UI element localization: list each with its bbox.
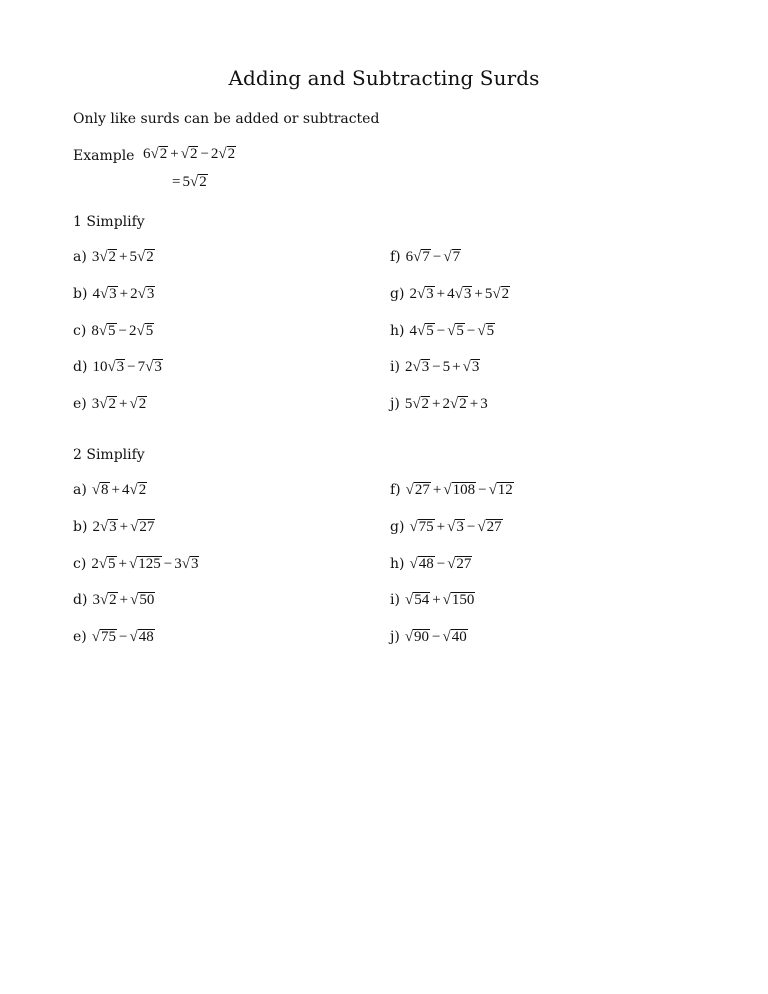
surd xyxy=(443,629,468,646)
surd xyxy=(130,482,148,499)
radicand: 2 xyxy=(146,249,154,265)
radical-sign: √ xyxy=(91,482,101,498)
problem-expression xyxy=(92,519,155,536)
radicand: 7 xyxy=(452,249,461,265)
radicand: 5 xyxy=(456,323,464,339)
surd xyxy=(455,286,473,303)
operator: + xyxy=(436,286,446,302)
coefficient: 2 xyxy=(404,359,413,375)
operator: + xyxy=(111,482,121,498)
radical-sign: √ xyxy=(405,482,414,498)
surd xyxy=(405,629,430,646)
coefficient: 5 xyxy=(129,249,138,265)
radicand: 2 xyxy=(108,249,117,265)
problem-1h xyxy=(390,323,495,340)
surd xyxy=(151,146,169,163)
coefficient: 5 xyxy=(442,359,451,375)
radicand: 3 xyxy=(146,286,155,302)
radical-sign: √ xyxy=(136,323,145,339)
operator: + xyxy=(469,396,479,412)
problem-label: j) xyxy=(390,629,400,645)
operator: + xyxy=(474,286,483,302)
radicand: 27 xyxy=(139,519,155,535)
radicand: 2 xyxy=(138,482,147,498)
problem-2c xyxy=(73,556,199,573)
problem-1b xyxy=(73,286,155,303)
radical-sign: √ xyxy=(98,323,108,339)
example-result xyxy=(170,174,208,191)
radicand: 2 xyxy=(501,286,510,302)
surd xyxy=(477,519,502,536)
radicand: 5 xyxy=(426,323,434,339)
radicand: 12 xyxy=(497,482,513,498)
problem-2a xyxy=(73,482,147,499)
problem-2e xyxy=(73,629,155,646)
radicand: 3 xyxy=(471,359,480,375)
problem-label: a) xyxy=(73,249,87,265)
coefficient: 6 xyxy=(405,249,414,265)
surd xyxy=(409,519,434,536)
problem-label: f) xyxy=(390,249,401,265)
surd xyxy=(443,592,476,609)
coefficient: 5 xyxy=(484,286,493,302)
problem-label: i) xyxy=(390,359,400,375)
surd xyxy=(443,249,461,266)
coefficient: 2 xyxy=(442,396,451,412)
radicand: 5 xyxy=(486,323,495,339)
problem-expression xyxy=(409,286,510,303)
problem-label: c) xyxy=(73,556,87,572)
operator: + xyxy=(119,286,129,302)
surd xyxy=(137,323,155,340)
radicand: 3 xyxy=(426,286,434,302)
surd xyxy=(100,592,118,609)
surd xyxy=(417,286,435,303)
radical-sign: √ xyxy=(416,286,426,302)
surd xyxy=(450,396,468,413)
operator: − xyxy=(127,359,136,375)
radical-sign: √ xyxy=(443,249,452,265)
radical-sign: √ xyxy=(409,519,418,535)
coefficient: 5 xyxy=(404,396,413,412)
operator: − xyxy=(118,629,128,645)
surd xyxy=(138,286,156,303)
surd xyxy=(412,359,430,376)
coefficient: 3 xyxy=(91,396,100,412)
operator: + xyxy=(119,519,129,535)
coefficient: 3 xyxy=(174,556,182,572)
radicand: 27 xyxy=(456,556,472,572)
surd xyxy=(100,519,118,536)
radicand: 2 xyxy=(138,396,147,412)
radical-sign: √ xyxy=(91,629,100,645)
problem-2j xyxy=(390,629,468,646)
radical-sign: √ xyxy=(477,519,486,535)
coefficient: 4 xyxy=(92,286,100,302)
radical-sign: √ xyxy=(218,146,227,162)
radical-sign: √ xyxy=(130,519,139,535)
surd xyxy=(145,359,163,376)
surd xyxy=(405,592,430,609)
radical-sign: √ xyxy=(416,323,426,339)
radical-sign: √ xyxy=(442,592,451,608)
page-title: Adding and Subtracting Surds xyxy=(228,66,540,90)
radicand: 2 xyxy=(199,174,207,190)
coefficient: 2 xyxy=(409,286,417,302)
radical-sign: √ xyxy=(99,519,109,535)
operator: + xyxy=(118,556,128,572)
problem-expression xyxy=(92,592,155,609)
surd xyxy=(92,482,110,499)
radicand: 48 xyxy=(418,556,434,572)
radical-sign: √ xyxy=(488,482,497,498)
radicand: 3 xyxy=(456,519,464,535)
radicand: 40 xyxy=(451,629,467,645)
problem-label: b) xyxy=(73,519,88,535)
problem-1f xyxy=(390,249,461,266)
operator: − xyxy=(436,323,446,339)
problem-expression xyxy=(92,482,147,499)
operator: + xyxy=(432,592,441,608)
section-2-heading: 2 Simplify xyxy=(73,447,145,463)
surd xyxy=(129,556,162,573)
surd xyxy=(447,556,472,573)
radical-sign: √ xyxy=(129,629,138,645)
radicand: 8 xyxy=(101,482,109,498)
problem-1j xyxy=(390,396,488,413)
coefficient: 10 xyxy=(92,359,108,375)
radical-sign: √ xyxy=(137,249,146,265)
problem-label: a) xyxy=(73,482,87,498)
radicand: 3 xyxy=(463,286,472,302)
problem-expression xyxy=(405,396,488,413)
radical-sign: √ xyxy=(454,286,463,302)
radical-sign: √ xyxy=(99,286,109,302)
operator: + xyxy=(432,396,441,412)
radical-sign: √ xyxy=(129,482,138,498)
problem-2d xyxy=(73,592,155,609)
problem-2i xyxy=(390,592,475,609)
operator: − xyxy=(432,359,441,375)
radical-sign: √ xyxy=(137,286,146,302)
radical-sign: √ xyxy=(99,592,109,608)
radical-sign: √ xyxy=(181,556,190,572)
operator: + xyxy=(436,519,446,535)
radical-sign: √ xyxy=(145,359,154,375)
problem-label: d) xyxy=(73,592,88,608)
problem-label: d) xyxy=(73,359,88,375)
problem-1e xyxy=(73,396,147,413)
coefficient: 7 xyxy=(137,359,146,375)
problem-2b xyxy=(73,519,155,536)
operator: + xyxy=(119,249,128,265)
radical-sign: √ xyxy=(99,249,108,265)
operator: − xyxy=(436,556,446,572)
radical-sign: √ xyxy=(107,359,116,375)
coefficient: 2 xyxy=(210,146,219,162)
example-expression xyxy=(143,146,236,163)
radical-sign: √ xyxy=(150,146,159,162)
radicand: 7 xyxy=(422,249,430,265)
coefficient: 3 xyxy=(91,249,100,265)
problem-expression xyxy=(91,556,199,573)
radical-sign: √ xyxy=(98,556,108,572)
radical-sign: √ xyxy=(404,629,414,645)
surd xyxy=(182,556,200,573)
operator: − xyxy=(478,482,487,498)
operator: − xyxy=(200,146,209,162)
operator: − xyxy=(466,323,476,339)
radicand: 3 xyxy=(109,519,117,535)
problem-expression xyxy=(92,359,162,376)
radicand: 3 xyxy=(190,556,199,572)
surd xyxy=(413,249,431,266)
radical-sign: √ xyxy=(413,249,422,265)
operator: + xyxy=(119,592,129,608)
radicand: 3 xyxy=(116,359,125,375)
radical-sign: √ xyxy=(447,519,456,535)
coefficient: 2 xyxy=(91,556,99,572)
radicand: 54 xyxy=(414,592,430,608)
problem-expression xyxy=(409,323,495,340)
problem-1i xyxy=(390,359,480,376)
radical-sign: √ xyxy=(442,629,451,645)
surd xyxy=(477,323,495,340)
radicand: 2 xyxy=(108,396,116,412)
surd xyxy=(181,146,199,163)
problem-expression xyxy=(406,482,514,499)
coefficient: 3 xyxy=(480,396,488,412)
radical-sign: √ xyxy=(450,396,459,412)
surd xyxy=(218,146,236,163)
surd xyxy=(92,629,117,646)
coefficient: 3 xyxy=(92,592,100,608)
surd xyxy=(412,396,430,413)
problem-1c xyxy=(73,323,154,340)
surd xyxy=(129,629,154,646)
surd xyxy=(443,482,476,499)
problem-label: j) xyxy=(390,396,400,412)
surd xyxy=(447,323,465,340)
radical-sign: √ xyxy=(492,286,501,302)
coefficient: 4 xyxy=(122,482,130,498)
problem-label: e) xyxy=(73,629,87,645)
problem-expression xyxy=(92,396,147,413)
coefficient: 2 xyxy=(129,323,137,339)
radicand: 5 xyxy=(145,323,154,339)
radical-sign: √ xyxy=(409,556,418,572)
operator: + xyxy=(118,396,128,412)
operator: + xyxy=(170,146,179,162)
surd xyxy=(100,286,118,303)
problem-2g xyxy=(390,519,503,536)
radicand: 48 xyxy=(138,629,154,645)
problem-2h xyxy=(390,556,472,573)
radical-sign: √ xyxy=(477,323,486,339)
surd xyxy=(99,556,117,573)
surd xyxy=(489,482,514,499)
surd xyxy=(417,323,435,340)
surd xyxy=(463,359,481,376)
radical-sign: √ xyxy=(447,323,456,339)
problem-label: g) xyxy=(390,286,405,302)
radicand: 75 xyxy=(100,629,116,645)
radicand: 2 xyxy=(421,396,430,412)
operator: + xyxy=(452,359,461,375)
problem-expression xyxy=(409,556,472,573)
radicand: 2 xyxy=(227,146,236,162)
operator: − xyxy=(118,323,128,339)
example-label: Example xyxy=(73,148,135,164)
surd xyxy=(129,396,147,413)
radical-sign: √ xyxy=(447,556,456,572)
problem-expression xyxy=(405,359,480,376)
radicand: 27 xyxy=(414,482,430,498)
problem-label: b) xyxy=(73,286,88,302)
operator: − xyxy=(466,519,476,535)
radical-sign: √ xyxy=(412,359,421,375)
coefficient: 6 xyxy=(143,146,151,162)
problem-expression xyxy=(409,519,502,536)
surd xyxy=(130,519,155,536)
problem-label: c) xyxy=(73,323,87,339)
problem-expression xyxy=(92,286,155,303)
radicand: 150 xyxy=(451,592,475,608)
problem-label: h) xyxy=(390,323,405,339)
problem-label: e) xyxy=(73,396,87,412)
radical-sign: √ xyxy=(129,556,138,572)
surd xyxy=(107,359,125,376)
problem-1d xyxy=(73,359,163,376)
problem-label: g) xyxy=(390,519,405,535)
radicand: 75 xyxy=(418,519,434,535)
section-1-heading: 1 Simplify xyxy=(73,214,145,230)
radicand: 3 xyxy=(109,286,117,302)
radical-sign: √ xyxy=(129,396,138,412)
radical-sign: √ xyxy=(99,396,108,412)
surd xyxy=(99,323,117,340)
radicand: 2 xyxy=(159,146,168,162)
radical-sign: √ xyxy=(462,359,471,375)
radicand: 3 xyxy=(154,359,162,375)
radicand: 50 xyxy=(139,592,155,608)
radicand: 2 xyxy=(109,592,117,608)
coefficient: 2 xyxy=(130,286,138,302)
intro-text: Only like surds can be added or subtracted xyxy=(73,111,380,127)
problem-expression xyxy=(406,249,461,266)
radical-sign: √ xyxy=(404,592,414,608)
surd xyxy=(447,519,465,536)
surd xyxy=(492,286,510,303)
radicand: 2 xyxy=(459,396,467,412)
coefficient: 4 xyxy=(409,323,417,339)
surd xyxy=(409,556,434,573)
coefficient: 8 xyxy=(91,323,99,339)
coefficient: 4 xyxy=(447,286,455,302)
radical-sign: √ xyxy=(180,146,189,162)
problem-label: i) xyxy=(390,592,400,608)
surd xyxy=(190,174,208,191)
radicand: 3 xyxy=(421,359,430,375)
radicand: 125 xyxy=(138,556,161,572)
radical-sign: √ xyxy=(412,396,421,412)
radicand: 90 xyxy=(414,629,430,645)
problem-expression xyxy=(405,592,475,609)
coefficient: 5 xyxy=(182,174,190,190)
operator: − xyxy=(432,629,441,645)
radical-sign: √ xyxy=(130,592,139,608)
surd xyxy=(99,249,117,266)
operator: − xyxy=(432,249,442,265)
radicand: 5 xyxy=(108,556,116,572)
problem-1a xyxy=(73,249,155,266)
radical-sign: √ xyxy=(443,482,452,498)
operator: + xyxy=(432,482,442,498)
problem-expression xyxy=(92,629,155,646)
coefficient: 2 xyxy=(92,519,100,535)
radicand: 27 xyxy=(486,519,502,535)
radicand: 108 xyxy=(452,482,476,498)
problem-label: f) xyxy=(390,482,401,498)
operator: − xyxy=(163,556,173,572)
surd xyxy=(406,482,431,499)
radical-sign: √ xyxy=(189,174,199,190)
surd xyxy=(99,396,117,413)
surd xyxy=(137,249,155,266)
problem-1g xyxy=(390,286,510,303)
problem-expression xyxy=(405,629,468,646)
operator: = xyxy=(172,174,181,190)
radicand: 5 xyxy=(108,323,116,339)
problem-2f xyxy=(390,482,514,499)
surd xyxy=(130,592,155,609)
radicand: 2 xyxy=(189,146,198,162)
problem-label: h) xyxy=(390,556,405,572)
problem-expression xyxy=(92,249,155,266)
problem-expression xyxy=(91,323,154,340)
